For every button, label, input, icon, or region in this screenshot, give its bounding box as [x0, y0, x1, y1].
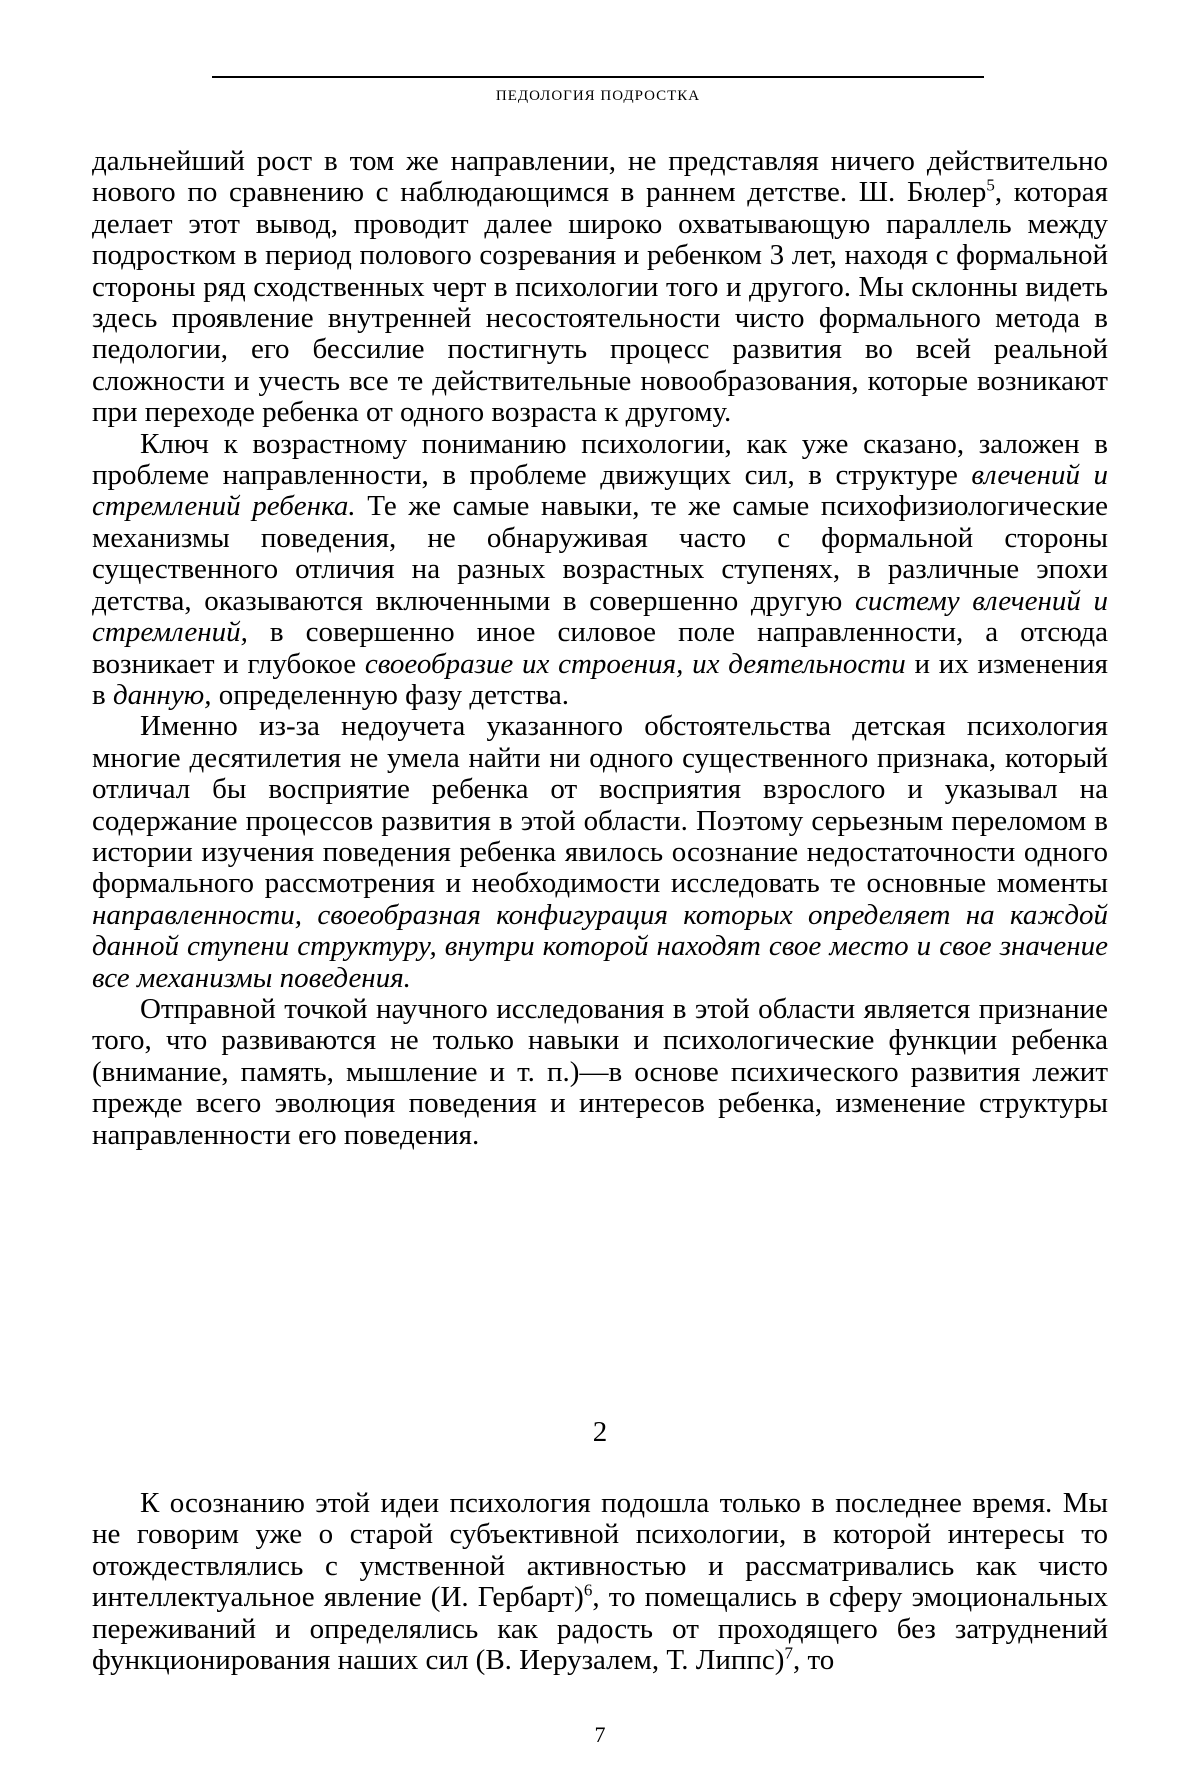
footnote-marker: 6 [583, 1580, 593, 1600]
paragraph [92, 146, 1108, 429]
running-head: ПЕДОЛОГИЯ ПОДРОСТКА [495, 88, 701, 104]
paragraph [92, 1488, 1108, 1676]
header-rule [212, 76, 984, 78]
text-run: Именно из-за недоучета указанного обстоятельства детская психология многие десятилетия не умела найти ни одного существенного признака, который отличал бы восприятие ребенка от восприятия взрослого и указывал на содержание процессов развития в этой области. Поэтому серьезным переломом в истории изучения поведения ребенка явилось осознание недостаточности одного формального рассмотрения и необходимости исследовать те основные моменты [92, 710, 1108, 900]
text-run: К осознанию этой идеи психология подошла только в последнее время. Мы не говорим уже о старой субъективной психологии, в которой интересы то отождествлялись с умственной активностью и рассматривались как чисто интеллектуальное явление (И. Гербарт) [92, 1487, 1108, 1614]
paragraph [92, 711, 1108, 994]
italic-text-run: влечений и стремлений ребенка. [92, 459, 1108, 523]
footnote-marker: 5 [986, 175, 995, 195]
text-run: , которая делает этот вывод, проводит далее широко охватывающую параллель между подростком в период полового созревания и ребенком 3 лет, находя с формальной стороны ряд сходственных черт в психологии того и другого. Мы склонны видеть здесь проявление внутренней несостоятельности чисто формального метода в педологии, его бессилие постигнуть процесс развития во всей реальной сложности и учесть все те действительные новообразования, которые возникают при переходе ребенка от одного возраста к другому. [92, 176, 1108, 429]
italic-text-run: систему влечений и стремлений, [92, 584, 1108, 649]
italic-text-run: своеобразие их строения, их деятельности [364, 647, 906, 680]
main-text-block [92, 146, 1108, 1151]
text-run: и их изменения в [92, 647, 1108, 711]
section-text-block [92, 1488, 1108, 1676]
footnote-marker: 7 [784, 1643, 793, 1663]
italic-text-run: данную, [112, 678, 212, 711]
section-number: 2 [592, 1416, 608, 1448]
text-run: , то помещались в сферу эмоциональных переживаний и определялись как радость от проходящего без затруднений функционирования наших сил (В. Иерузалем, Т. Липпс) [92, 1581, 1108, 1677]
page-number: 7 [594, 1722, 606, 1747]
text-run: определенную фазу детства. [211, 678, 570, 711]
paragraph [92, 994, 1108, 1151]
text-run: Отправной точкой научного исследования в этой области является признание того, что развиваются не только навыки и психологические функции ребенка (внимание, память, мышление и т. п.)—в основе психического развития лежит прежде всего эволюция поведения и интересов ребенка, изменение структуры направленности его поведения. [92, 992, 1108, 1151]
text-run: дальнейший рост в том же направлении, не представляя ничего действительно нового по сравнению с наблюдающимся в раннем детстве. Ш. Бюлер [92, 145, 1108, 209]
text-run: в совершенно иное силовое поле направленности, а отсюда возникает и глубокое [92, 616, 1108, 680]
paragraph [92, 429, 1108, 712]
text-run: , то [792, 1644, 835, 1677]
italic-text-run: направленности, своеобразная конфигурация которых определяет на каждой данной ступени структуру, внутри которой находят свое место и свое значение все механизмы поведения. [92, 898, 1108, 994]
text-run: Ключ к возрастному пониманию психологии, как уже сказано, заложен в проблеме направленности, в проблеме движущих сил, в структуре [92, 427, 1108, 492]
text-run: Те же самые навыки, те же самые психофизиологические механизмы поведения, не обнаруживая часто с формальной стороны существенного отличия на разных возрастных ступенях, в различные эпохи детства, оказываются включенными в совершенно другую [92, 490, 1108, 617]
